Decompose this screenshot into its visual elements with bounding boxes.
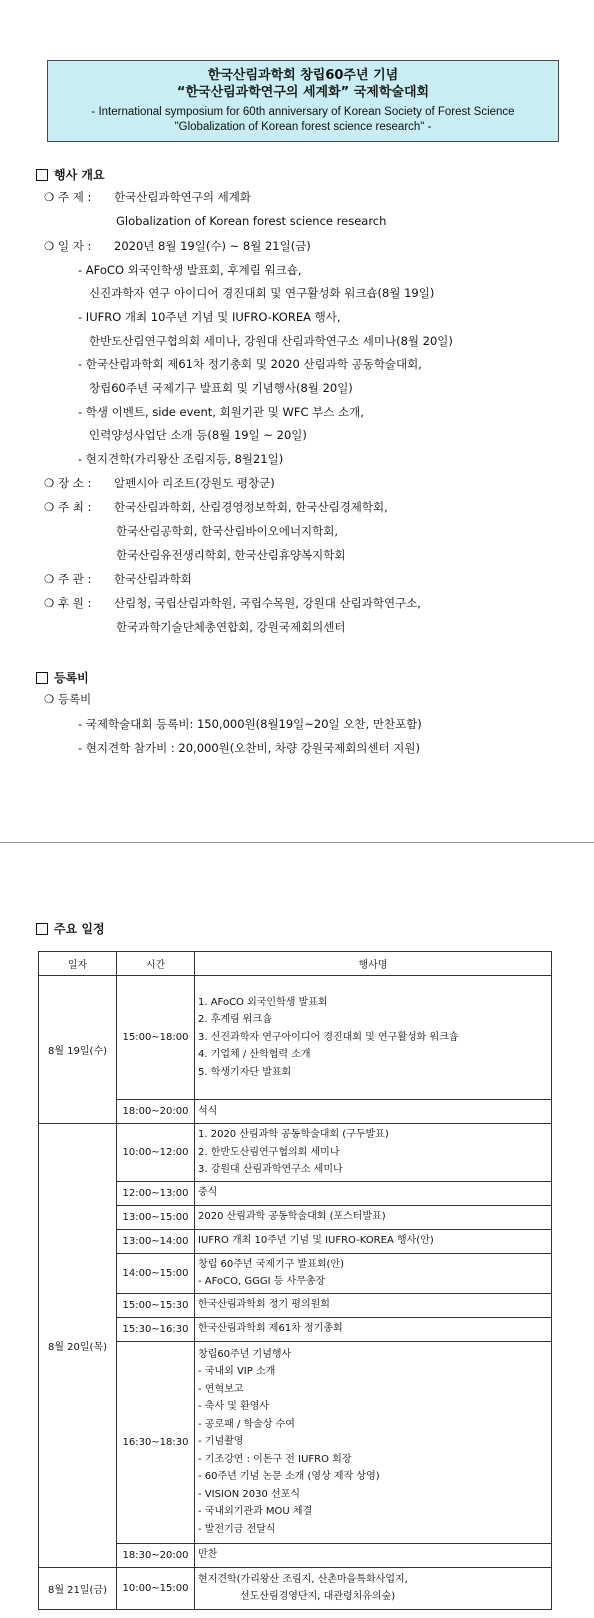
- event-line: 한국산림과학회 제61차 정기총회: [198, 1323, 343, 1335]
- schedule-day: 8월 20일(목): [39, 1124, 117, 1568]
- theme-label: ❍ 주 제 :: [44, 190, 92, 204]
- event-line: 현지견학(가리왕산 조림지, 산촌마을특화사업지,: [198, 1573, 408, 1585]
- checkbox-square-icon: [36, 923, 48, 935]
- date-item: - AFoCO 외국인학생 발표회, 후계림 워크숍,: [78, 263, 302, 277]
- schedule-event: [195, 1317, 552, 1341]
- schedule-time: 15:30~16:30: [117, 1317, 195, 1341]
- schedule-time: 18:30~20:00: [117, 1543, 195, 1567]
- event-line: - 공로패 / 학술상 수여: [198, 1418, 295, 1430]
- schedule-time: 12:00~13:00: [117, 1181, 195, 1205]
- title-line-3: - International symposium for 60th anniversary of Korean Society of Forest Science: [91, 106, 515, 118]
- organizer-value: 한국산림과학회: [114, 572, 192, 586]
- table-row: [39, 1567, 552, 1609]
- date-value: 2020년 8월 19일(수) ~ 8월 21일(금): [114, 239, 311, 253]
- venue-label: ❍ 장 소 :: [44, 476, 92, 490]
- date-item: - 학생 이벤트, side event, 회원기관 및 WFC 부스 소개,: [78, 405, 364, 419]
- schedule-time: 15:00~15:30: [117, 1293, 195, 1317]
- event-line: 선도산림경영단지, 대관령치유의숲): [240, 1591, 396, 1602]
- schedule-event: [195, 1293, 552, 1317]
- host-line: 한국산림과학회, 산림경영정보학회, 한국산림경제학회,: [114, 500, 388, 514]
- theme-en: Globalization of Korean forest science research: [116, 214, 387, 228]
- event-line: 2. 후계림 워크숍: [198, 1014, 272, 1026]
- event-line: - 60주년 기념 논문 소개 (영상 제작 상영): [198, 1471, 380, 1483]
- event-line: - 기념촬영: [198, 1436, 244, 1448]
- schedule-day: 8월 19일(수): [39, 976, 117, 1124]
- fees-sub: ❍ 등록비: [44, 692, 92, 706]
- title-line-1: 한국산림과학회 창립60주년 기념: [207, 68, 399, 83]
- title-line-4: "Globalization of Korean forest science research" -: [174, 121, 432, 133]
- event-line: - 기조강연 : 이돈구 전 IUFRO 회장: [198, 1453, 352, 1465]
- event-line: - 발전기금 전달식: [198, 1523, 276, 1535]
- section-overview-heading: 행사 개요: [36, 166, 105, 183]
- date-item: 인력양성사업단 소개 등(8월 19일 ~ 20일): [89, 428, 307, 442]
- event-line: 3. 신진과학자 연구아이디어 경진대회 및 연구활성화 워크숍: [198, 1031, 459, 1043]
- schedule-event: [195, 1341, 552, 1543]
- fee-item: - 국제학술대회 등록비: 150,000원(8월19일~20일 오찬, 만찬포함): [78, 717, 422, 731]
- event-line: 1. 2020 산림과학 공동학술대회 (구두발표): [198, 1129, 389, 1140]
- event-line: 창립 60주년 국제기구 발표회(안): [198, 1258, 344, 1270]
- date-item: - 현지견학(가리왕산 조림지등, 8월21일): [78, 452, 284, 466]
- event-line: - 국내외 VIP 소개: [198, 1366, 276, 1378]
- event-line: 2. 한반도산림연구협의회 세미나: [198, 1146, 340, 1158]
- event-line: IUFRO 개최 10주년 기념 및 IUFRO-KOREA 행사(안): [198, 1235, 434, 1247]
- event-line: 창립60주년 기념행사: [198, 1348, 292, 1360]
- event-line: 2020 산림과학 공동학술대회 (포스터발표): [198, 1211, 386, 1223]
- event-line: 만찬: [198, 1549, 218, 1561]
- fee-item: - 현지견학 참가비 : 20,000원(오찬비, 차량 강원국제회의센터 지원): [78, 741, 420, 755]
- event-line: 한국산림과학회 정기 평의원회: [198, 1299, 330, 1311]
- header-event: 행사명: [195, 952, 552, 976]
- header-time: 시간: [117, 952, 195, 976]
- schedule-time: 15:00~18:00: [117, 976, 195, 1100]
- header-date: 일자: [39, 952, 117, 976]
- page-separator: [0, 842, 594, 843]
- date-item: - 한국산림과학회 제61차 정기총회 및 2020 산림과학 공동학술대회,: [78, 357, 422, 371]
- date-item: 창립60주년 국제기구 발표회 및 기념행사(8월 20일): [89, 381, 353, 395]
- event-line: 석식: [198, 1105, 218, 1117]
- sponsor-line: 한국과학기술단체총연합회, 강원국제회의센터: [116, 620, 346, 634]
- event-line: 중식: [198, 1187, 218, 1199]
- title-box: [47, 60, 559, 142]
- checkbox-square-icon: [36, 672, 48, 684]
- schedule-body: [39, 976, 552, 1610]
- section-schedule-heading: 주요 일정: [36, 920, 105, 937]
- schedule-event: [195, 1253, 552, 1293]
- event-line: 4. 기업체 / 산학협력 소개: [198, 1049, 311, 1061]
- schedule-event: [195, 1543, 552, 1567]
- event-line: - AFoCO, GGGI 등 사무총장: [198, 1276, 326, 1287]
- schedule-day: 8월 21일(금): [39, 1567, 117, 1609]
- schedule-table: [38, 951, 552, 1610]
- date-item: - IUFRO 개최 10주년 기념 및 IUFRO-KOREA 행사,: [78, 310, 341, 324]
- date-label: ❍ 일 자 :: [44, 239, 92, 253]
- table-header-row: [39, 952, 552, 976]
- schedule-event: [195, 1181, 552, 1205]
- event-line: 3. 강원대 산림과학연구소 세미나: [198, 1164, 343, 1175]
- venue-value: 알펜시아 리조트(강원도 평창군): [114, 476, 275, 490]
- host-line: 한국산림공학회, 한국산림바이오에너지학회,: [116, 524, 339, 538]
- host-label: ❍ 주 최 :: [44, 500, 92, 514]
- event-line: - VISION 2030 선포식: [198, 1488, 301, 1500]
- event-line: 1. AFoCO 외국인학생 발표회: [198, 996, 328, 1008]
- organizer-label: ❍ 주 관 :: [44, 572, 92, 586]
- title-line-2: “한국산림과학연구의 세계화” 국제학술대회: [176, 85, 430, 100]
- schedule-event: [195, 1100, 552, 1124]
- event-line: - 축사 및 환영사: [198, 1401, 270, 1413]
- schedule-time: 10:00~12:00: [117, 1124, 195, 1182]
- event-line: 5. 학생기자단 발표회: [198, 1066, 292, 1078]
- schedule-time: 14:00~15:00: [117, 1253, 195, 1293]
- schedule-event: [195, 976, 552, 1100]
- event-line: - 연혁보고: [198, 1383, 244, 1395]
- sponsor-line: 산림청, 국립산림과학원, 국립수목원, 강원대 산림과학연구소,: [114, 596, 421, 610]
- theme-ko: 한국산림과학연구의 세계화: [114, 190, 251, 204]
- sponsor-label: ❍ 후 원 :: [44, 596, 92, 610]
- schedule-event: [195, 1567, 552, 1609]
- host-line: 한국산림유전생리학회, 한국산림휴양복지학회: [116, 548, 346, 562]
- schedule-time: 10:00~15:00: [117, 1567, 195, 1609]
- schedule-time: 16:30~18:30: [117, 1341, 195, 1543]
- date-item: 신진과학자 연구 아이디어 경진대회 및 연구활성화 워크숍(8월 19일): [89, 286, 435, 300]
- checkbox-square-icon: [36, 169, 48, 181]
- schedule-time: 13:00~15:00: [117, 1205, 195, 1229]
- schedule-event: [195, 1124, 552, 1182]
- event-line: - 국내외기관과 MOU 체결: [198, 1506, 313, 1518]
- section-fees-heading: 등록비: [36, 669, 89, 686]
- table-row: [39, 1124, 552, 1182]
- schedule-time: 13:00~14:00: [117, 1229, 195, 1253]
- schedule-event: [195, 1205, 552, 1229]
- table-row: [39, 976, 552, 1100]
- schedule-time: 18:00~20:00: [117, 1100, 195, 1124]
- schedule-event: [195, 1229, 552, 1253]
- date-item: 한반도산림연구협의회 세미나, 강원대 산림과학연구소 세미나(8월 20일): [89, 334, 453, 348]
